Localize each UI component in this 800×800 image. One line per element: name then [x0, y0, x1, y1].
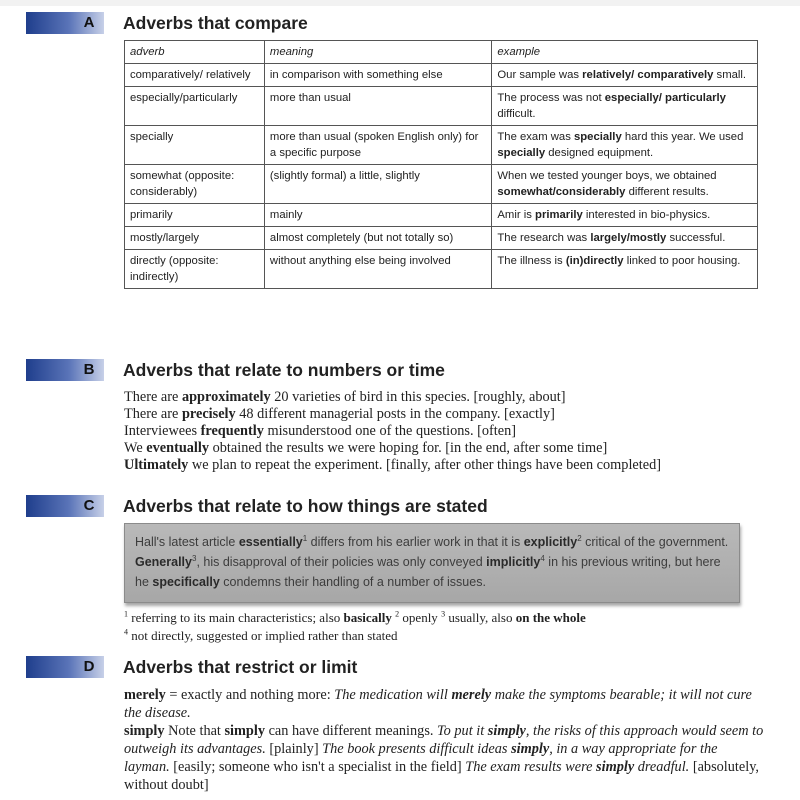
- column-header-example: example: [492, 41, 758, 64]
- example-sentence: There are approximately 20 varieties of bird in this species. [roughly, about]: [124, 389, 566, 405]
- bold-term: (in)directly: [565, 255, 624, 267]
- bold-term: frequently: [200, 423, 264, 439]
- bold-term: eventually: [146, 440, 210, 456]
- meaning-cell: in comparison with something else: [264, 64, 491, 87]
- meaning-cell: more than usual: [264, 87, 491, 126]
- top-edge: [0, 0, 800, 6]
- example-sentence: There are precisely 48 different managerial posts in the company. [exactly]: [124, 406, 555, 422]
- section-letter: A: [83, 14, 95, 31]
- bold-term: essentially: [238, 535, 303, 549]
- table-row: [125, 227, 758, 250]
- adverb-cell: comparatively/ relatively: [125, 64, 265, 87]
- footnote-marker: 2: [577, 533, 582, 543]
- bold-italic-term: merely: [451, 687, 492, 703]
- section-title: Adverbs that compare: [123, 13, 308, 33]
- table-row: [125, 87, 758, 126]
- example-sentence: Ultimately we plan to repeat the experiment. [finally, after other things have been completed]: [124, 457, 661, 473]
- table-row: [125, 204, 758, 227]
- bold-term: merely: [124, 687, 166, 703]
- footnote-marker: 4: [124, 627, 128, 637]
- meaning-cell: more than usual (spoken English only) for a specific purpose: [264, 126, 491, 165]
- bold-term: precisely: [181, 406, 236, 422]
- quoted-passage-text: Hall's latest article essentially$^1$ differs from his earlier work in that it is explicitly$^2$ critical of the government. Generally$^3$, his disapproval of their policies was only conveyed implicitly$^4$ in his previous writing, but here he specifically condemns their handling of a number of issues.: [135, 533, 729, 589]
- bold-term: approximately: [181, 389, 271, 405]
- section-letter: D: [83, 658, 95, 675]
- example-sentence: Interviewees frequently misunderstood one of the questions. [often]: [124, 423, 517, 439]
- bold-term: somewhat/considerably: [497, 186, 626, 198]
- quoted-passage-box: [124, 523, 740, 603]
- meaning-cell: without anything else being involved: [264, 250, 491, 289]
- bold-italic-term: simply: [487, 723, 526, 739]
- example-cell: Our sample was relatively/ comparatively small.: [492, 64, 758, 87]
- footnote-marker: 1: [124, 609, 128, 619]
- column-header-meaning: meaning: [264, 41, 491, 64]
- footnote-marker: 1: [302, 533, 308, 543]
- bold-italic-term: simply: [596, 759, 635, 775]
- adverb-cell: directly (opposite: indirectly): [125, 250, 265, 289]
- adverb-cell: specially: [125, 126, 265, 165]
- table-body: [125, 64, 758, 289]
- bold-term: on the whole: [515, 610, 586, 625]
- bold-term: simply: [124, 723, 165, 739]
- bold-term: specially: [574, 131, 622, 143]
- section-letter: B: [83, 361, 95, 378]
- meaning-cell: mainly: [264, 204, 491, 227]
- bold-term: Ultimately: [124, 457, 189, 473]
- table-row: [125, 126, 758, 165]
- footnote-marker: 3: [441, 609, 446, 619]
- adverb-cell: especially/particularly: [125, 87, 265, 126]
- table-row: [125, 64, 758, 87]
- section-letter: C: [83, 497, 95, 514]
- bold-term: Generally: [135, 555, 192, 569]
- footnote-line: $^4$ not directly, suggested or implied rather than stated: [124, 627, 398, 643]
- bold-italic-term: simply: [511, 741, 550, 757]
- example-cell: Amir is primarily interested in bio-physics.: [492, 204, 758, 227]
- table-header-row: [125, 41, 758, 64]
- definition-paragraph: simply Note that simply can have different meanings. To put it simply, the risks of this approach would seem to outweigh its advantages. [plainly] The book presents difficult ideas simply, in a way appropriate for the layman. [easily; someone who isn't a specialist in the field] The exam results were simply dreadful. [absolutely, without doubt]: [124, 723, 764, 793]
- footnote-marker: 3: [191, 553, 197, 563]
- table-row: [125, 250, 758, 289]
- meaning-cell: (slightly formal) a little, slightly: [264, 165, 491, 204]
- bold-term: specifically: [152, 575, 220, 589]
- adverb-cell: mostly/largely: [125, 227, 265, 250]
- bold-term: basically: [343, 610, 392, 625]
- bold-term: explicitly: [523, 535, 578, 549]
- section-title: Adverbs that relate to how things are stated: [123, 496, 488, 516]
- footnote-marker: 4: [540, 553, 545, 563]
- table-row: [125, 165, 758, 204]
- italic-example: The book presents difficult ideas: [322, 741, 512, 757]
- adverb-cell: primarily: [125, 204, 265, 227]
- bold-term: primarily: [535, 209, 583, 221]
- bold-term: relatively/ comparatively: [582, 69, 714, 81]
- column-header-adverb: adverb: [125, 41, 265, 64]
- footnote-line: $^1$ referring to its main characteristics; also basically $^2$ openly $^3$ usually, also on the whole: [124, 609, 586, 625]
- example-cell: The process was not especially/ particularly difficult.: [492, 87, 758, 126]
- bold-term: specially: [497, 147, 546, 159]
- bold-term: simply: [224, 723, 266, 739]
- italic-example: The medication will: [334, 687, 452, 703]
- section-title: Adverbs that restrict or limit: [123, 657, 358, 677]
- example-cell: The illness is (in)directly linked to poor housing.: [492, 250, 758, 289]
- bold-term: especially/ particularly: [604, 92, 726, 104]
- section-c-header: [0, 495, 800, 519]
- italic-example: make the symptoms bearable; it will not cure the disease.: [124, 687, 752, 721]
- example-sentence: We eventually obtained the results we were hoping for. [in the end, after some time]: [124, 440, 608, 456]
- italic-example: , in a way appropriate for the layman.: [124, 741, 718, 775]
- adverb-cell: somewhat (opposite: considerably): [125, 165, 265, 204]
- italic-example: To put it: [437, 723, 488, 739]
- section-d-header: [0, 656, 800, 680]
- example-cell: When we tested younger boys, we obtained somewhat/considerably different results.: [492, 165, 758, 204]
- footnote-marker: 2: [395, 609, 400, 619]
- italic-example: dreadful.: [634, 759, 690, 775]
- bold-term: implicitly: [486, 555, 541, 569]
- section-b-header: [0, 359, 800, 383]
- section-title: Adverbs that relate to numbers or time: [123, 360, 445, 380]
- adverbs-table: [124, 40, 758, 289]
- definition-paragraph: merely = exactly and nothing more: The medication will merely make the symptoms bearable; it will not cure the disease.: [124, 687, 752, 721]
- example-cell: The research was largely/mostly successful.: [492, 227, 758, 250]
- example-cell: The exam was specially hard this year. We used specially designed equipment.: [492, 126, 758, 165]
- italic-example: The exam results were: [465, 759, 597, 775]
- bold-term: largely/mostly: [590, 232, 667, 244]
- italic-example: , the risks of this approach would seem to outweigh its advantages.: [124, 723, 764, 757]
- meaning-cell: almost completely (but not totally so): [264, 227, 491, 250]
- section-a-header: [0, 12, 800, 36]
